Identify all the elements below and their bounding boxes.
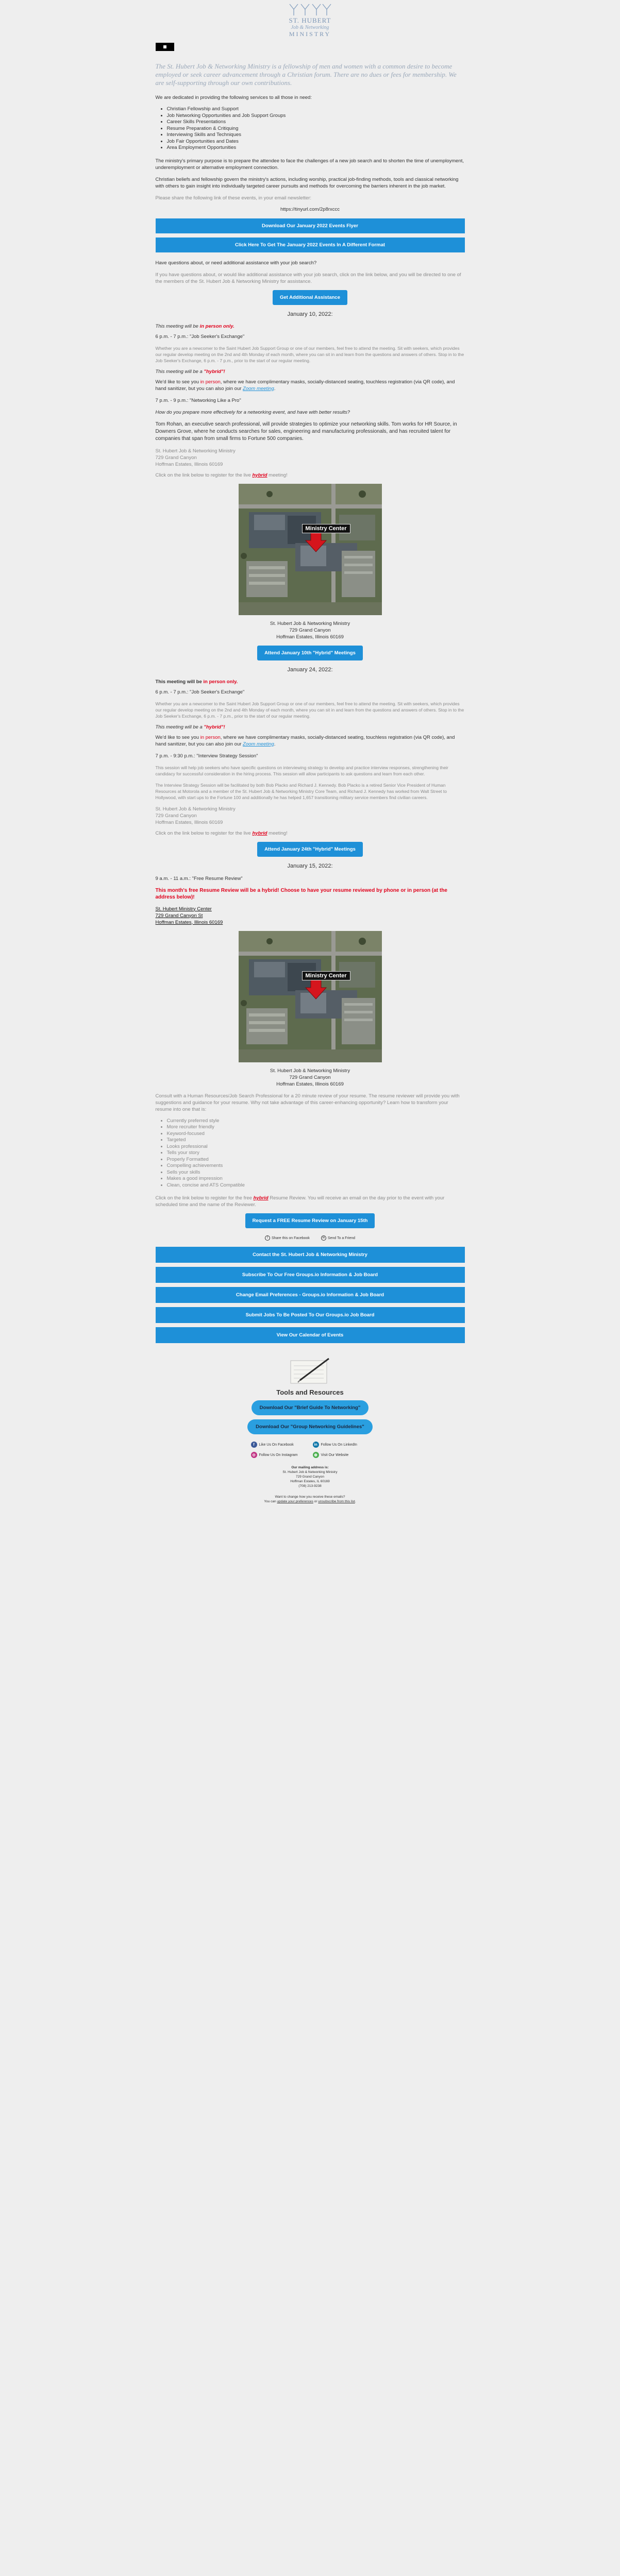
jan24-hybrid-desc-b: in person bbox=[200, 734, 221, 740]
map-addr-line3: Hoffman Estates, Illinois 60169 bbox=[276, 634, 344, 640]
footer-change-text: Want to change how you receive these emails? bbox=[275, 1495, 345, 1499]
logo bbox=[156, 0, 465, 39]
request-resume-review-button[interactable]: Request a FREE Resume Review on January 15th bbox=[245, 1213, 375, 1228]
email-icon: ✉ bbox=[321, 1235, 326, 1241]
tools-title: Tools and Resources bbox=[276, 1388, 344, 1396]
jan10-hybrid-desc: We'd like to see you in person, where we have complimentary masks, socially-distanced seating, touchless registration (via QR code), and hand sanitizer, but you can also join our Zoom meeting. bbox=[155, 379, 455, 392]
jan24-register-prefix: Click on the link below to register for the live bbox=[155, 830, 251, 836]
jan15-addr-line1[interactable]: St. Hubert Ministry Center bbox=[155, 906, 212, 912]
jan15-date: January 15, 2022: bbox=[287, 862, 333, 869]
list-item: • Currently preferred style bbox=[167, 1118, 465, 1125]
map-addr-line1: St. Hubert Job & Networking Ministry bbox=[270, 620, 350, 626]
footer-addr-line1: St. Hubert Job & Networking Ministry bbox=[282, 1470, 338, 1474]
list-item: • More recruiter friendly bbox=[167, 1124, 465, 1131]
footer-address bbox=[156, 1465, 465, 1488]
email-container bbox=[156, 0, 465, 1507]
list-item: • Resume Preparation & Critiquing bbox=[167, 126, 465, 132]
additional-assistance-button[interactable]: Get Additional Assistance bbox=[273, 290, 347, 305]
website-link-label: Visit Our Website bbox=[321, 1453, 349, 1457]
map-address bbox=[156, 620, 465, 640]
jan10-session1-desc: Whether you are a newcomer to the Saint Hubert Job Support Group or one of our members, feel free to attend the meeting. Sit with seekers, which provides our regular develop meeting on the 2nd and 4th Monday of each month, where you can sit in and learn from the questions and answers of others. Stop in to the Job Seeker's Exchange, 6 p.m. - 7 p.m., prior to the start of our regular meeting. bbox=[155, 345, 464, 363]
map-label-2: Ministry Center bbox=[302, 971, 350, 980]
instagram-link-label: Follow Us On Instagram bbox=[259, 1453, 298, 1457]
aerial-map-icon bbox=[239, 931, 382, 1062]
download-flyer-button[interactable]: Download Our January 2022 Events Flyer bbox=[156, 218, 465, 233]
jan15-address bbox=[156, 906, 465, 926]
jan24-register-suffix: meeting! bbox=[269, 830, 288, 836]
change-preferences-button[interactable]: Change Email Preferences - Groups.io Information & Job Board bbox=[156, 1287, 465, 1303]
footer-phone: (708) 213-9238 bbox=[298, 1484, 322, 1488]
list-item: • Makes a good impression bbox=[167, 1176, 465, 1182]
logo-line-2: Job & Networking bbox=[291, 25, 329, 30]
instagram-link[interactable] bbox=[251, 1452, 308, 1458]
short-url[interactable]: https://tinyurl.com/2p8rxccc bbox=[280, 206, 340, 212]
list-item: • Tells your story bbox=[167, 1150, 465, 1157]
website-link[interactable] bbox=[313, 1452, 370, 1458]
map2-addr-line2: 729 Grand Canyon bbox=[289, 1074, 331, 1080]
jan24-session2-time: 7 p.m. - 9:30 p.m.: "Interview Strategy Session" bbox=[155, 753, 258, 759]
social-links bbox=[156, 1442, 465, 1458]
attend-jan24-button[interactable]: Attend January 24th "Hybrid" Meetings bbox=[257, 842, 363, 857]
jan24-hybrid-emph: "hybrid"! bbox=[204, 724, 225, 730]
jan15-register-text bbox=[156, 1195, 465, 1208]
facebook-icon: f bbox=[265, 1235, 270, 1241]
jan10-hybrid-notice bbox=[156, 369, 465, 375]
jan10-hybrid-prefix: This meeting will be a bbox=[155, 368, 203, 375]
send-to-friend[interactable] bbox=[321, 1235, 355, 1241]
black-bar-icon bbox=[156, 43, 174, 51]
jan10-register-suffix: meeting! bbox=[269, 472, 288, 478]
globe-icon: ◍ bbox=[313, 1452, 319, 1458]
jan24-addr-line3: Hoffman Estates, Illinois 60169 bbox=[155, 819, 223, 825]
jan10-register-text bbox=[156, 472, 465, 479]
share-link-text: Please share the following link of these events, in your email newsletter: bbox=[155, 195, 312, 201]
jan24-address bbox=[156, 806, 465, 826]
group-guidelines-button[interactable]: Download Our "Group Networking Guidelines" bbox=[247, 1419, 373, 1434]
services-list bbox=[156, 106, 465, 151]
footer-or-text: or bbox=[314, 1500, 317, 1503]
jan15-addr-line2[interactable]: 729 Grand Canyon St bbox=[155, 912, 203, 919]
jan10-session1-time: 6 p.m. - 7 p.m.: "Job Seeker's Exchange" bbox=[155, 333, 245, 340]
jan10-in-person-notice bbox=[156, 324, 465, 329]
jan10-addr-line1: St. Hubert Job & Networking Ministry bbox=[155, 448, 236, 454]
facebook-icon: f bbox=[251, 1442, 257, 1448]
footer-preferences: Want to change how you receive these emails? You can update your preferences or unsubscribe from this list. bbox=[156, 1495, 465, 1507]
jan24-in-person-emph: in person only. bbox=[203, 679, 238, 685]
map-address-2 bbox=[156, 1067, 465, 1088]
different-format-button[interactable]: Click Here To Get The January 2022 Events In A Different Format bbox=[156, 238, 465, 252]
send-to-friend-label: Send To a Friend bbox=[327, 1236, 356, 1240]
list-item: • Properly Formatted bbox=[167, 1157, 465, 1163]
jan10-speaker: Tom Rohan, an executive search professional, will provide strategies to optimize your networking skills. Tom works for HR Source, in Downers Grove, where he conducts searches for sales, engineering and manufacturing professionals, and has recruited talent for companies that span from small firms to Fortune 500 companies. bbox=[155, 421, 457, 442]
jan10-session2-time: 7 p.m. - 9 p.m.: "Networking Like a Pro" bbox=[155, 397, 241, 403]
facebook-link[interactable] bbox=[251, 1442, 308, 1448]
logo-figure bbox=[282, 3, 339, 38]
jan15-register-prefix: Click on the link below to register for the free bbox=[155, 1195, 252, 1201]
list-item: • Career Skills Presentations bbox=[167, 119, 465, 126]
jan24-session1-time: 6 p.m. - 7 p.m.: "Job Seeker's Exchange" bbox=[155, 689, 245, 695]
list-item: • Looks professional bbox=[167, 1144, 465, 1150]
list-item: • Job Fair Opportunities and Dates bbox=[167, 139, 465, 145]
jan10-date: January 10, 2022: bbox=[287, 311, 333, 317]
jan24-date: January 24, 2022: bbox=[287, 666, 333, 673]
questions-detail: If you have questions about, or would like additional assistance with your job search, click on the link below, and you will be directed to one of the members of the St. Hubert Job & Networking Ministry for assistance. bbox=[155, 272, 461, 284]
attend-jan10-button[interactable]: Attend January 10th "Hybrid" Meetings bbox=[257, 646, 363, 660]
jan15-register-suffix: Resume Review. You will receive an email on the day prior to the event with your scheduled time and the name of the Reviewer. bbox=[155, 1195, 445, 1208]
submit-jobs-button[interactable]: Submit Jobs To Be Posted To Our Groups.io Job Board bbox=[156, 1307, 465, 1323]
jan15-consult: Consult with a Human Resources/Job Search Professional for a 20 minute review of your resume. The resume reviewer will provide you with suggestions and guidance for your resume. Why not take advantage of this career-enhancing opportunity? Learn how to transform your resume into one that is: bbox=[155, 1093, 460, 1112]
jan10-hybrid-desc-b: in person bbox=[200, 379, 221, 385]
linkedin-link-label: Follow Us On LinkedIn bbox=[321, 1443, 357, 1447]
jan10-addr-line2: 729 Grand Canyon bbox=[155, 454, 197, 461]
jan10-addr-line3: Hoffman Estates, Illinois 60169 bbox=[155, 461, 223, 467]
instagram-icon: ◎ bbox=[251, 1452, 257, 1458]
jan10-in-person-prefix: This meeting will be bbox=[155, 323, 198, 329]
resume-features-list bbox=[156, 1118, 465, 1189]
jan10-in-person-emph: in person only. bbox=[199, 323, 234, 329]
jan24-in-person-prefix: This meeting will be bbox=[155, 679, 202, 685]
footer-prefs-prefix: You can bbox=[264, 1500, 276, 1503]
jan24-session2-desc: This session will help job seekers who have specific questions on interviewing strategy to develop and practice interview responses, strengthening their candidacy for successful consideration in the hiring process. This session will allow participants to ask questions and learn from each other. bbox=[155, 765, 448, 776]
notebook-pen-icon bbox=[289, 1355, 332, 1385]
view-calendar-button[interactable]: View Our Calendar of Events bbox=[156, 1327, 465, 1343]
map-image-2 bbox=[239, 931, 382, 1062]
jan15-hybrid-link[interactable]: hybrid bbox=[253, 1195, 269, 1201]
linkedin-icon: in bbox=[313, 1442, 319, 1448]
list-item: • Clean, concise and ATS Compatible bbox=[167, 1182, 465, 1189]
brief-guide-button[interactable]: Download Our "Brief Guide To Networking" bbox=[252, 1400, 369, 1415]
jan24-addr-line1: St. Hubert Job & Networking Ministry bbox=[155, 806, 236, 812]
logo-figures-icon bbox=[287, 3, 333, 16]
jan10-hybrid-desc-a: We'd like to see you bbox=[155, 379, 199, 385]
beliefs-text: Christian beliefs and fellowship govern the ministry's actions, including worship, practical job-finding methods, tools and classical networking with others to gain insight into individually targeted career pursuits and methods for overcoming the barriers inherent in the job market. bbox=[155, 176, 459, 189]
list-item: • Keyword-focused bbox=[167, 1131, 465, 1138]
list-item: • Area Employment Opportunities bbox=[167, 145, 465, 151]
linkedin-link[interactable] bbox=[313, 1442, 370, 1448]
jan24-facilitators: The Interview Strategy Session will be facilitated by both Bob Placko and Richard J. Kennedy. Bob Placko is a retired Senior Vice President of Human Resources at Motorola and a member of the St. Hubert Job & Networking Ministry Core Team, and Richard J. Kennedy has worked from Walt Street to Hollywood, with start ups to the Fortune 100 and additionally he has helped 1,657 transitioning military service members find civilian careers. bbox=[155, 782, 447, 800]
footer-addr-line2: 729 Grand Canyon bbox=[296, 1475, 324, 1479]
subscribe-button[interactable]: Subscribe To Our Free Groups.io Information & Job Board bbox=[156, 1267, 465, 1283]
footer-mailing-label: Our mailing address is: bbox=[291, 1466, 329, 1469]
jan24-hybrid-prefix: This meeting will be a bbox=[155, 724, 203, 730]
jan24-in-person-notice bbox=[156, 679, 465, 685]
jan24-hybrid-desc: We'd like to see you in person, where we have complimentary masks, socially-distanced seating, touchless registration (via QR code), and hand sanitizer, but you can also join our Zoom meeting. bbox=[155, 734, 455, 747]
jan24-hybrid-notice bbox=[156, 724, 465, 730]
jan10-hybrid-desc-c: , where we have complimentary masks, socially-distanced seating, touchless registration (via QR code), and hand sanitizer, but you can also join our bbox=[155, 379, 455, 392]
map-addr-line2: 729 Grand Canyon bbox=[289, 627, 331, 633]
list-item: • Compelling achievements bbox=[167, 1163, 465, 1170]
list-item: • Interviewing Skills and Techniques bbox=[167, 132, 465, 139]
jan10-hybrid-link[interactable]: hybrid bbox=[252, 472, 267, 478]
map-image bbox=[239, 484, 382, 615]
list-item: • Job Networking Opportunities and Job Support Groups bbox=[167, 113, 465, 120]
share-row bbox=[156, 1235, 465, 1241]
aerial-map-icon bbox=[239, 484, 382, 615]
jan24-hybrid-desc-c: , where we have complimentary masks, socially-distanced seating, touchless registration (via QR code), and hand sanitizer, but you can also join our bbox=[155, 734, 455, 747]
purpose-text: The ministry's primary purpose is to prepare the attendee to face the challenges of a new job search and to shorten the time of unemployment, underemployment or alternative employment connection. bbox=[155, 158, 464, 171]
jan10-question: How do you prepare more effectively for a networking event, and have with better results? bbox=[155, 409, 350, 415]
intro-text: The St. Hubert Job & Networking Ministry is a fellowship of men and women with a common desire to become employed or seek career advancement through a Christian forum. There are no dues or fees for membership. We are self-supporting through our own contributions. bbox=[155, 62, 457, 87]
jan24-register-text bbox=[156, 830, 465, 837]
jan24-addr-line2: 729 Grand Canyon bbox=[155, 812, 197, 819]
services-intro: We are dedicated in providing the following services to all those in need: bbox=[155, 95, 312, 100]
share-facebook[interactable] bbox=[265, 1235, 310, 1241]
map2-addr-line1: St. Hubert Job & Networking Ministry bbox=[270, 1067, 350, 1074]
list-item: • Sells your skills bbox=[167, 1170, 465, 1176]
logo-line-1: ST. HUBERT bbox=[289, 16, 331, 24]
logo-line-3: MINISTRY bbox=[289, 30, 331, 38]
jan10-zoom-link[interactable]: Zoom meeting bbox=[243, 385, 274, 392]
jan10-register-prefix: Click on the link below to register for the live bbox=[155, 472, 251, 478]
jan15-addr-line3[interactable]: Hoffman Estates, Illinois 60169 bbox=[155, 919, 223, 925]
jan10-hybrid-emph: "hybrid"! bbox=[204, 368, 225, 375]
jan15-notice: This month's free Resume Review will be a hybrid! Choose to have your resume reviewed by phone or in person (at the address below)! bbox=[155, 887, 447, 900]
facebook-link-label: Like Us On Facebook bbox=[259, 1443, 294, 1447]
footer-addr-line3: Hoffman Estates, IL 60169 bbox=[290, 1480, 330, 1483]
jan15-time: 9 a.m. - 11 a.m.: "Free Resume Review" bbox=[155, 875, 243, 882]
jan10-address bbox=[156, 448, 465, 468]
jan24-hybrid-link[interactable]: hybrid bbox=[252, 830, 267, 836]
list-item: • Targeted bbox=[167, 1137, 465, 1144]
map-label: Ministry Center bbox=[302, 524, 350, 533]
share-facebook-label: Share this on Facebook bbox=[271, 1236, 310, 1240]
unsubscribe-link[interactable]: unsubscribe from this list bbox=[318, 1500, 355, 1503]
update-preferences-link[interactable]: update your preferences bbox=[277, 1500, 313, 1503]
jan24-hybrid-desc-a: We'd like to see you bbox=[155, 734, 199, 740]
map2-addr-line3: Hoffman Estates, Illinois 60169 bbox=[276, 1081, 344, 1087]
list-item: • Christian Fellowship and Support bbox=[167, 106, 465, 113]
jan24-zoom-link[interactable]: Zoom meeting bbox=[243, 741, 274, 747]
contact-ministry-button[interactable]: Contact the St. Hubert Job & Networking Ministry bbox=[156, 1247, 465, 1263]
questions-text: Have questions about, or need additional assistance with your job search? bbox=[155, 260, 317, 266]
jan24-session1-desc: Whether you are a newcomer to the Saint Hubert Job Support Group or one of our members, feel free to attend the meeting. Sit with seekers, which provides our regular develop meeting on the 2nd and 4th Monday of each month, where you can sit in and learn from the questions and answers of others. Stop in to the Job Seeker's Exchange, 6 p.m. - 7 p.m., prior to the start of our regular meeting. bbox=[155, 701, 464, 719]
